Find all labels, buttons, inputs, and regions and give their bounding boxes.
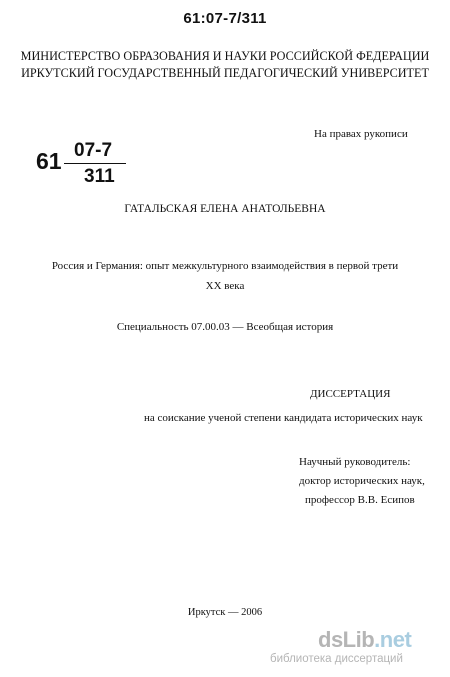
logo-suffix-text: .net xyxy=(374,627,412,652)
university-line: ИРКУТСКИЙ ГОСУДАРСТВЕННЫЙ ПЕДАГОГИЧЕСКИЙ УНИВЕРСИТЕТ xyxy=(21,66,429,80)
city-year: Иркутск — 2006 xyxy=(187,607,263,618)
manuscript-rights-note: На правах рукописи xyxy=(314,128,408,140)
advisor-degree: доктор исторических наук, xyxy=(299,475,425,487)
dissertation-title xyxy=(0,256,450,296)
dslib-subtitle: библиотека диссертаций xyxy=(270,653,403,665)
ministry-line: МИНИСТЕРСТВО ОБРАЗОВАНИЯ И НАУКИ РОССИЙСКОЙ ФЕДЕРАЦИИ xyxy=(20,49,430,63)
advisor-heading: Научный руководитель: xyxy=(299,456,411,468)
logo-main-text: dsLib xyxy=(318,627,375,652)
handwritten-code-denominator: 311 xyxy=(84,166,115,187)
author-name: ГАТАЛЬСКАЯ ЕЛЕНА АНАТОЛЬЕВНА xyxy=(124,203,326,215)
degree-line: на соискание ученой степени кандидата исторических наук xyxy=(144,412,423,424)
handwritten-fraction-line xyxy=(64,163,126,164)
ministry-header xyxy=(0,48,450,82)
handwritten-code-numerator: 07-7 xyxy=(74,140,113,161)
specialty-line: Специальность 07.00.03 — Всеобщая история xyxy=(116,321,334,333)
handwritten-code-left: 61 xyxy=(36,148,62,174)
dslib-logo xyxy=(318,627,411,653)
catalog-stamp: 61:07-7/311 xyxy=(183,10,267,27)
advisor-block xyxy=(299,453,425,510)
dissertation-label: ДИССЕРТАЦИЯ xyxy=(310,388,391,400)
advisor-name: профессор В.В. Есипов xyxy=(305,494,415,506)
title-line-2: XX века xyxy=(205,280,245,292)
title-line-1: Россия и Германия: опыт межкультурного взаимодействия в первой трети xyxy=(51,260,399,272)
